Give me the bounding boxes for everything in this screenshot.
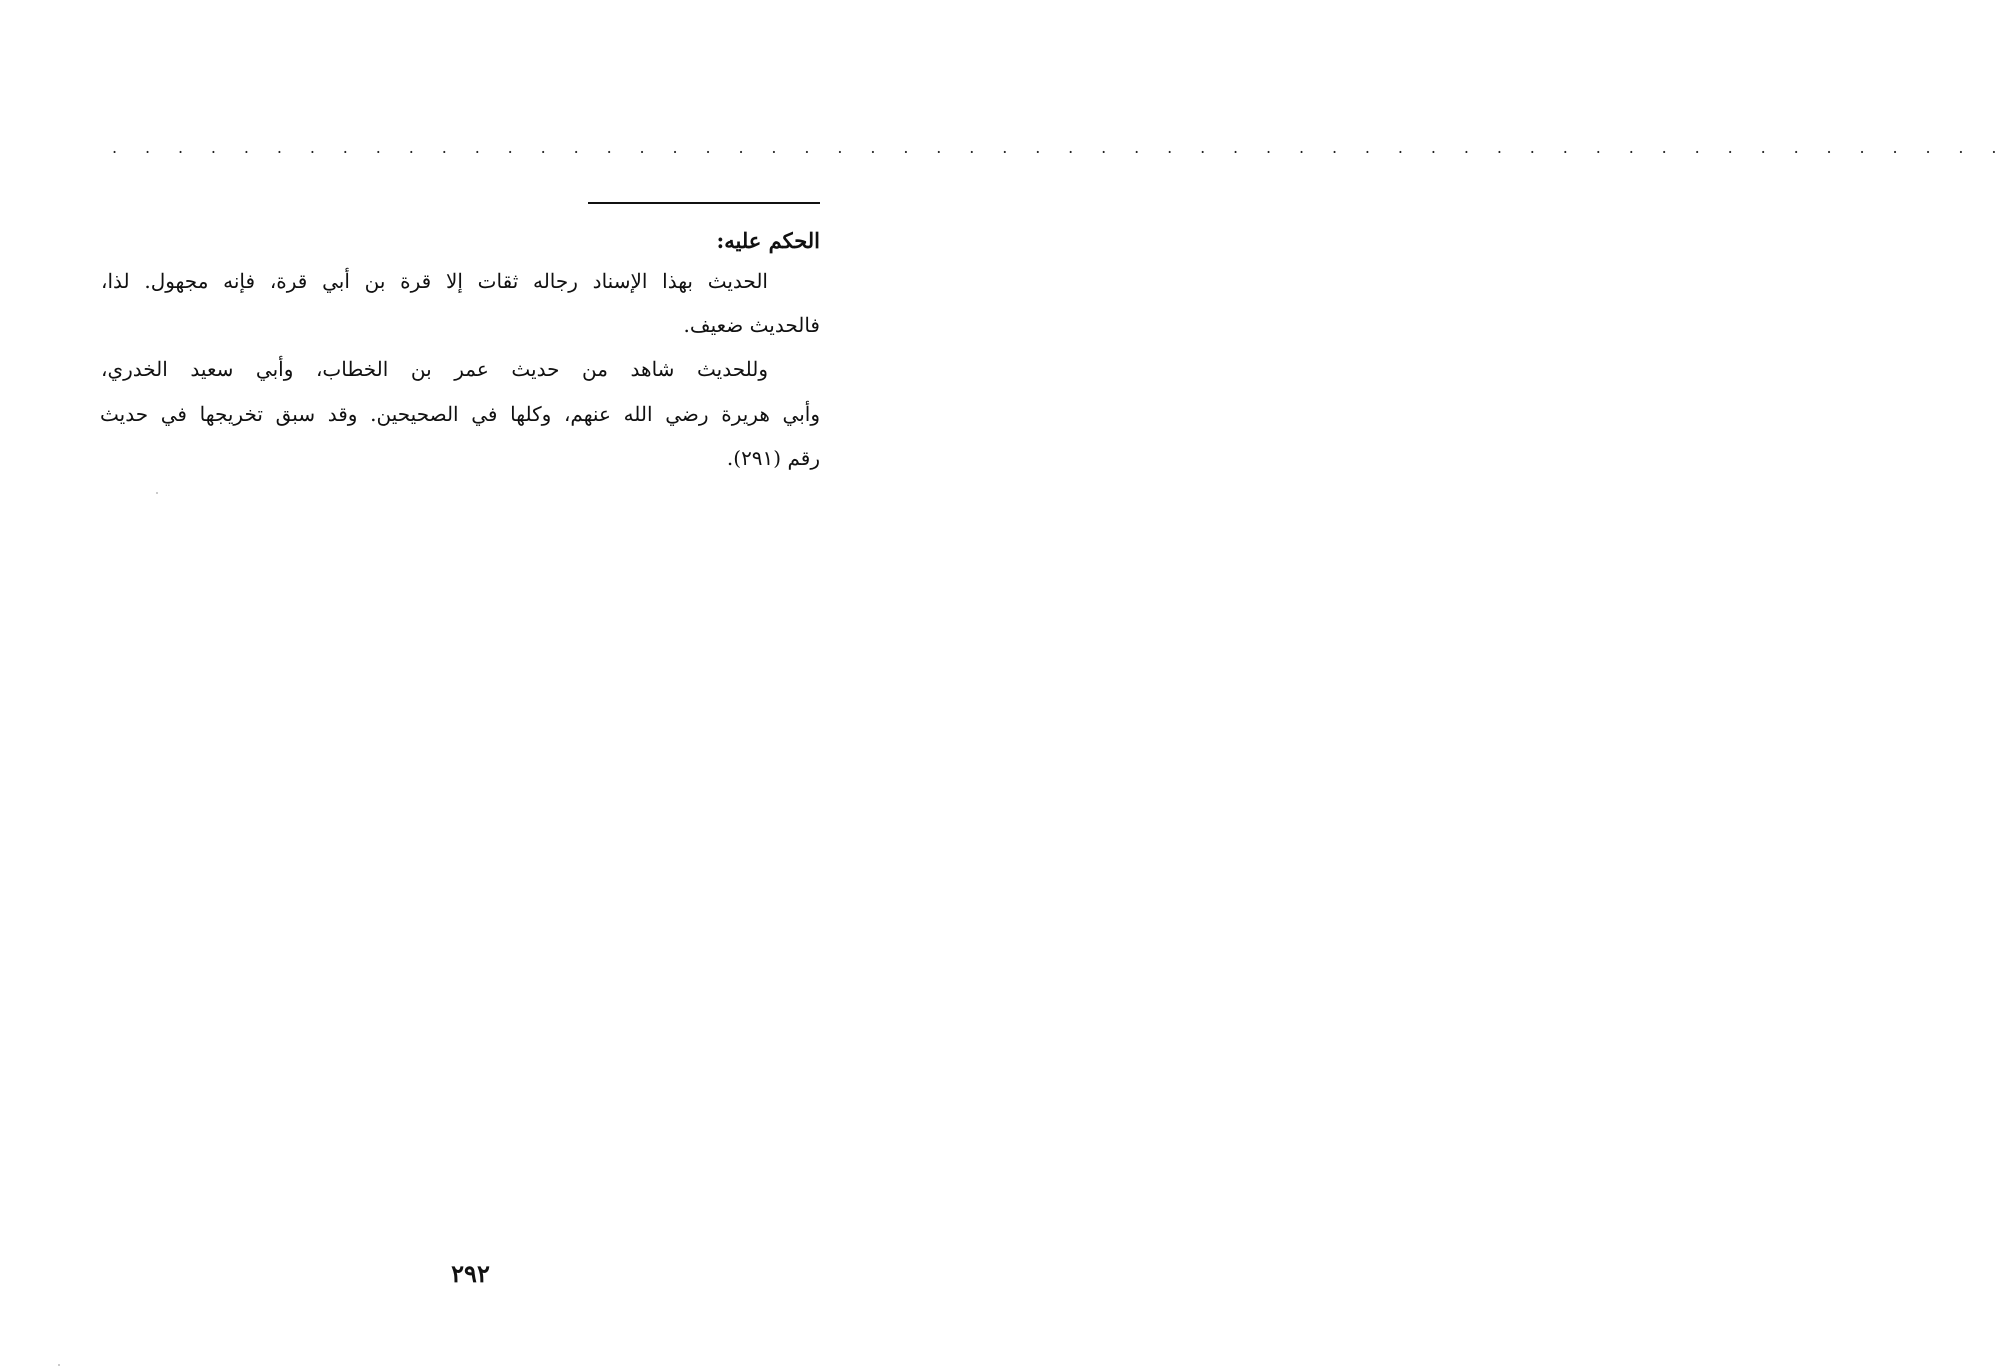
section-rule bbox=[588, 202, 820, 204]
paragraph-1-line-1: الحديث بهذا الإسناد رجاله ثقات إلا قرة بن أبي قرة، فإنه مجهول. لذا، bbox=[101, 269, 768, 293]
paragraph-2-line-3: رقم (٢٩١). bbox=[726, 446, 820, 470]
section-heading: الحكم عليه: bbox=[716, 228, 820, 253]
dotted-separator: . . . . . . . . . . . . . . . . . . . . . . . . . . . . . . . . . . . . . . . . . . . . . . . . . . . . . . . . . . bbox=[112, 138, 2008, 157]
paragraph-2-line-2: وأبي هريرة رضي الله عنهم، وكلها في الصحيحين. وقد سبق تخريجها في حديث bbox=[100, 402, 820, 426]
paragraph-2-line-1: وللحديث شاهد من حديث عمر بن الخطاب، وأبي سعيد الخدري، bbox=[101, 357, 768, 381]
paragraph-1-line-2: فالحديث ضعيف. bbox=[683, 313, 820, 337]
scan-speck bbox=[58, 1364, 60, 1366]
scan-speck bbox=[156, 492, 158, 494]
page-number: ٢٩٢ bbox=[451, 1259, 490, 1288]
